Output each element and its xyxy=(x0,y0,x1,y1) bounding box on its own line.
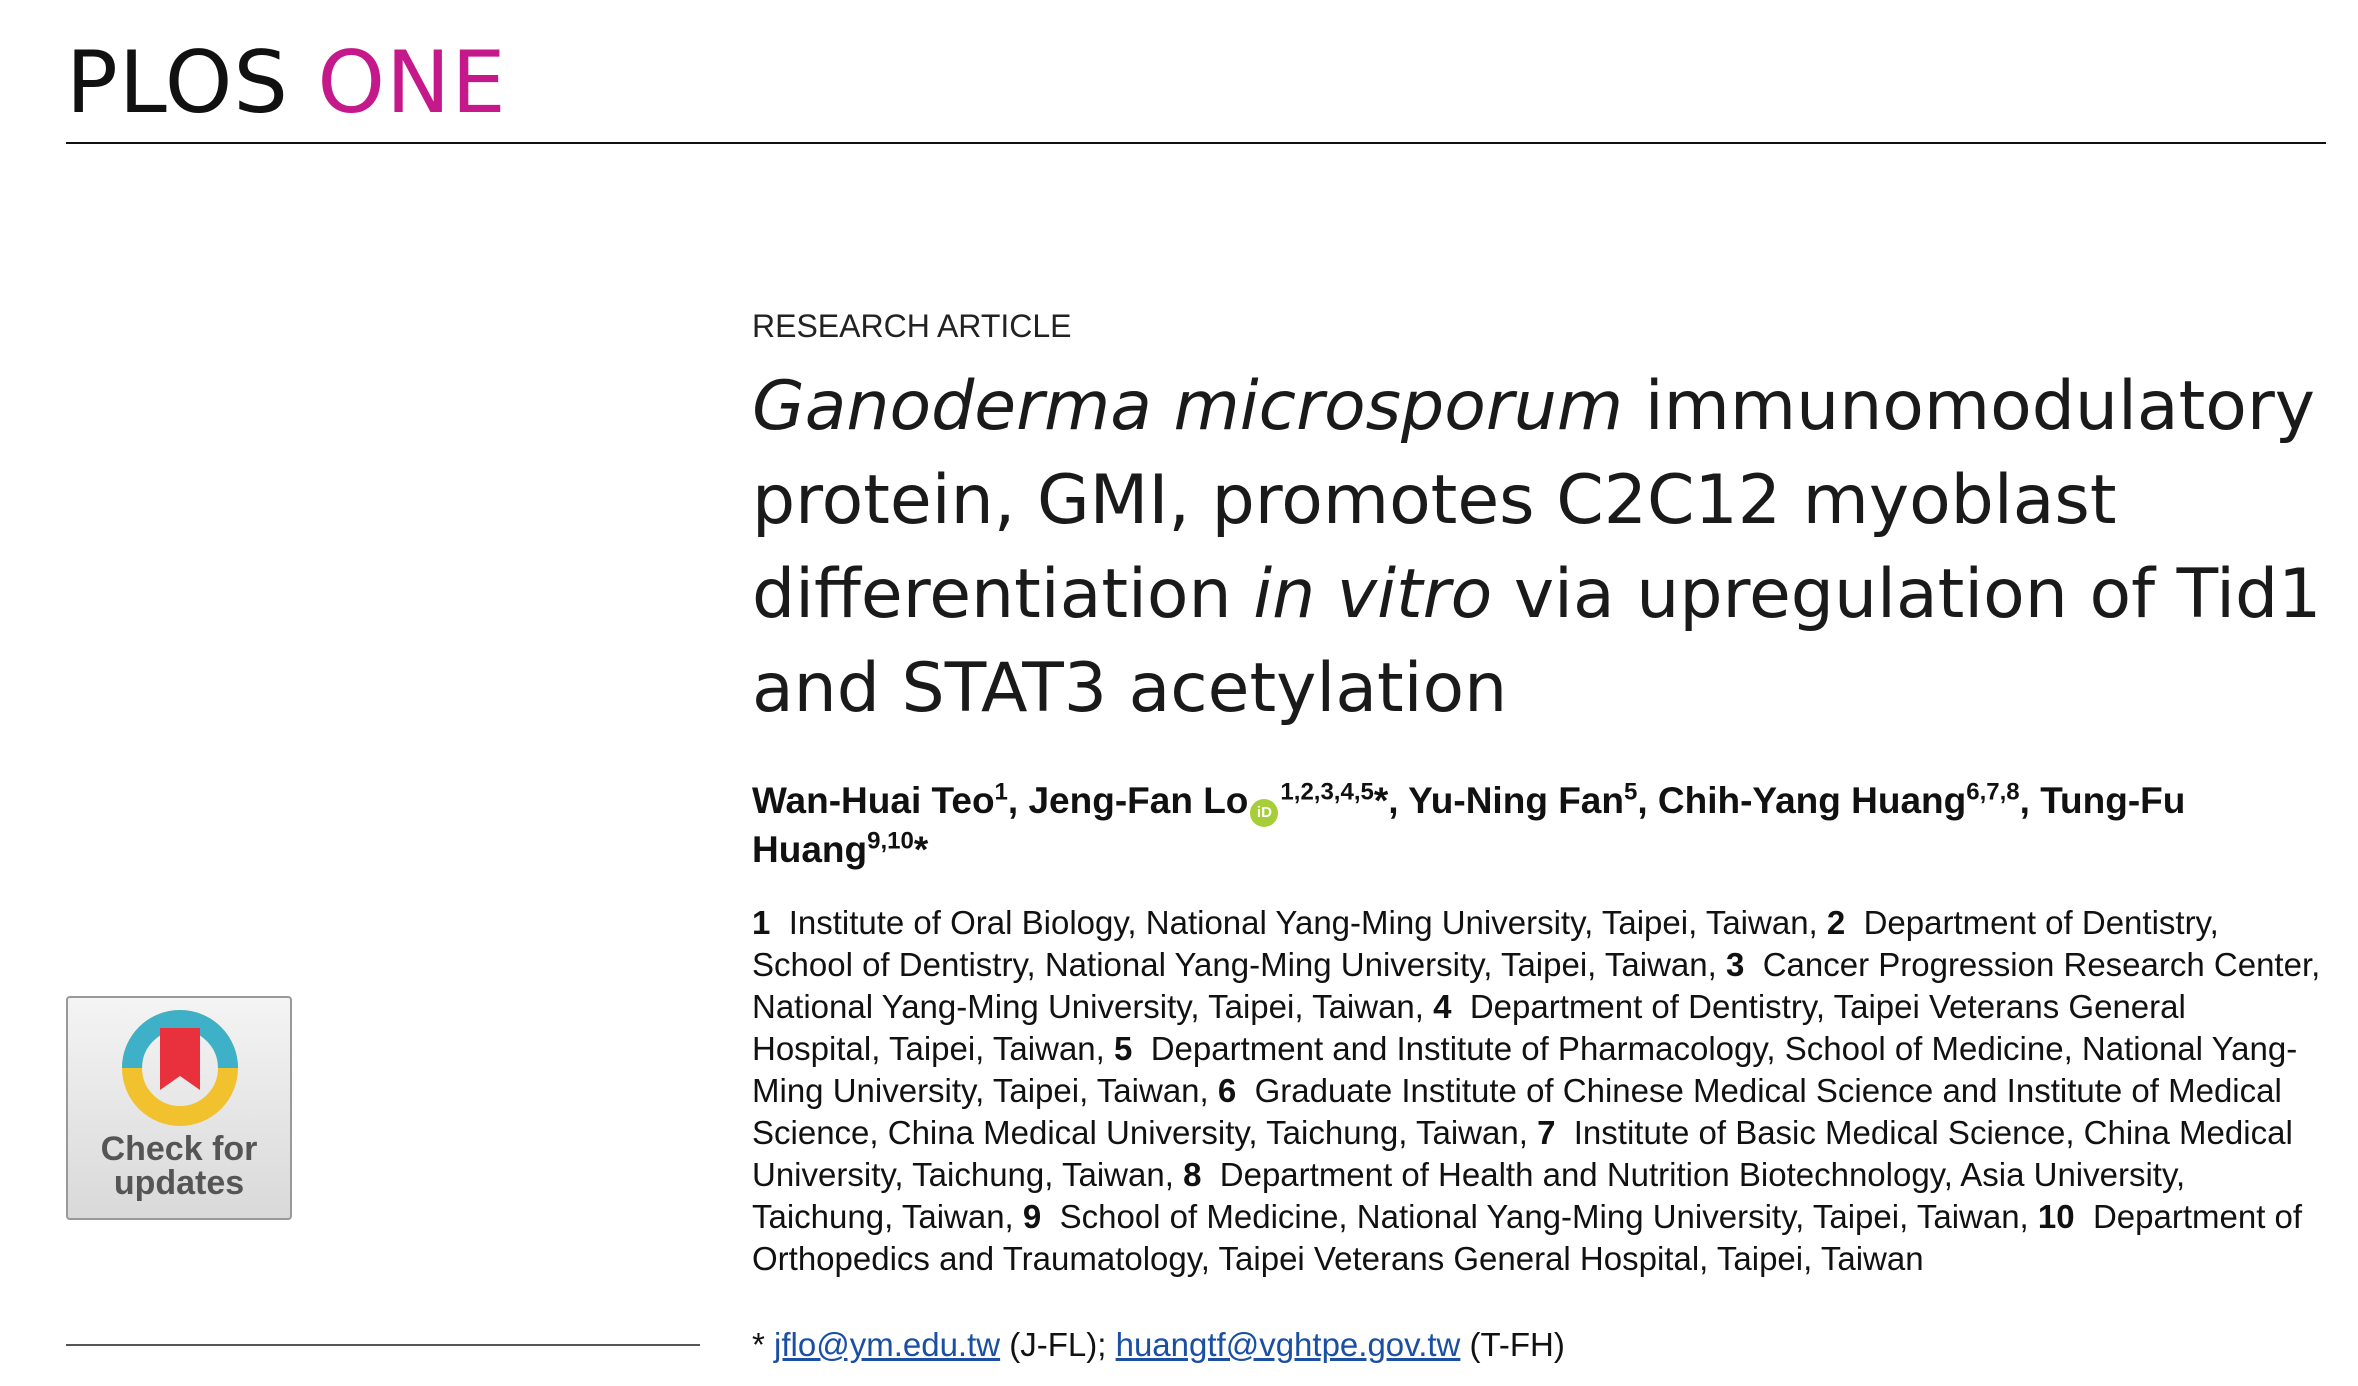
corresponding-star: * xyxy=(913,829,929,870)
author-name[interactable]: Yu-Ning Fan xyxy=(1408,780,1624,821)
check-for-updates-label xyxy=(68,1132,290,1200)
email-link-2[interactable]: huangtf@vghtpe.gov.tw xyxy=(1115,1326,1461,1363)
affiliation-number: 4 xyxy=(1433,988,1452,1025)
affiliation-number: 7 xyxy=(1537,1114,1556,1151)
journal-logo-one: ONE xyxy=(317,33,507,133)
author-affiliation-sup: 5 xyxy=(1623,778,1638,806)
journal-logo[interactable] xyxy=(66,33,507,133)
author-affiliation-sup: 1,2,3,4,5 xyxy=(1280,778,1374,806)
check-for-updates-button[interactable] xyxy=(66,996,292,1220)
title-italic-species: Ganoderma microsporum xyxy=(752,367,1624,446)
sidebar-divider xyxy=(66,1344,700,1346)
correspondence-star: * xyxy=(752,1326,765,1363)
journal-logo-plos: PLOS xyxy=(66,33,289,133)
affiliation-text: Department of Orthopedics and Traumatology, Taipei Veterans General Hospital, Taipei, Taiwan xyxy=(752,1198,2303,1277)
author-list xyxy=(752,778,2202,873)
check-for-updates-line2: updates xyxy=(113,1164,245,1202)
affiliation-number: 1 xyxy=(752,904,771,941)
correspondence xyxy=(752,1324,1565,1366)
email-initials-1: (J-FL); xyxy=(1009,1326,1107,1363)
affiliation-text: Department of Health and Nutrition Biotechnology, Asia University, Taichung, Taiwan, xyxy=(752,1156,2186,1235)
article-type: RESEARCH ARTICLE xyxy=(752,308,1072,344)
corresponding-star: * xyxy=(1373,780,1389,821)
affiliation-text: Institute of Basic Medical Science, China Medical University, Taichung, Taiwan, xyxy=(752,1114,2293,1193)
title-text-2: via upregulation of Tid1 and STAT3 acetylation xyxy=(752,555,2322,728)
title-text-1: immunomodulatory protein, GMI, promotes C2C12 myoblast differentiation xyxy=(752,367,2316,634)
author-affiliation-sup: 6,7,8 xyxy=(1966,778,2020,806)
affiliation-number: 9 xyxy=(1022,1198,1042,1235)
author-affiliation-sup: 9,10 xyxy=(867,827,914,855)
affiliation-text: Department of Dentistry, Taipei Veterans General Hospital, Taipei, Taiwan, xyxy=(752,988,2186,1067)
affiliation-number: 5 xyxy=(1114,1030,1133,1067)
check-for-updates-line1: Check for xyxy=(100,1130,258,1168)
author-separator: , xyxy=(1007,780,1029,821)
author-affiliation-sup: 1 xyxy=(994,778,1008,806)
affiliation-text: Cancer Progression Research Center, National Yang-Ming University, Taipei, Taiwan, xyxy=(752,946,2321,1025)
affiliation-text: Graduate Institute of Chinese Medical Science and Institute of Medical Science, China Medical University, Taichung, Taiwan, xyxy=(752,1072,2282,1151)
author-separator: , xyxy=(2019,780,2041,821)
affiliation-number: 10 xyxy=(2037,1198,2075,1235)
article-title xyxy=(752,360,2342,736)
author-name[interactable]: Wan-Huai Teo xyxy=(752,780,995,821)
author-name[interactable]: Tung-Fu Huang xyxy=(752,780,2186,870)
affiliation-number: 2 xyxy=(1826,904,1846,941)
affiliation-text: Institute of Oral Biology, National Yang-Ming University, Taipei, Taiwan, xyxy=(788,904,1818,941)
title-italic-invitro: in vitro xyxy=(1253,555,1493,634)
email-initials-2: (T-FH) xyxy=(1469,1326,1565,1363)
email-link-1[interactable]: jflo@ym.edu.tw xyxy=(774,1326,1001,1363)
affiliation-number: 6 xyxy=(1217,1072,1237,1109)
author-separator: , xyxy=(1388,780,1409,821)
affiliation-number: 8 xyxy=(1183,1156,1202,1193)
author-separator: , xyxy=(1637,780,1658,821)
affiliation-list xyxy=(752,902,2322,1280)
crossmark-icon xyxy=(120,1008,240,1128)
orcid-icon[interactable]: iD xyxy=(1250,799,1278,827)
header-divider xyxy=(66,142,2326,144)
author-name[interactable]: Jeng-Fan Lo xyxy=(1028,780,1249,821)
affiliation-number: 3 xyxy=(1725,946,1745,983)
author-name[interactable]: Chih-Yang Huang xyxy=(1657,780,1967,821)
affiliation-text: Department of Dentistry, School of Dentistry, National Yang-Ming University, Taipei, Taiwan, xyxy=(752,904,2219,983)
affiliation-text: School of Medicine, National Yang-Ming University, Taipei, Taiwan, xyxy=(1059,1198,2029,1235)
affiliation-text: Department and Institute of Pharmacology, School of Medicine, National Yang-Ming University, Taipei, Taiwan, xyxy=(752,1030,2298,1109)
